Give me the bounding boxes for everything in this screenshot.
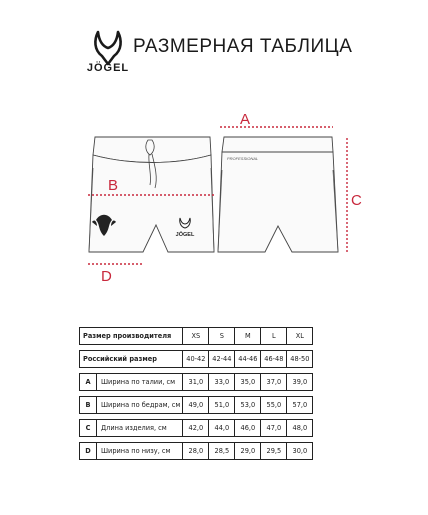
table-cell: 29,5 xyxy=(261,443,287,460)
table-cell: 37,0 xyxy=(261,374,287,391)
row-param: Длина изделия, см xyxy=(97,420,183,437)
table-cell: 53,0 xyxy=(235,397,261,414)
table-cell: 49,0 xyxy=(183,397,209,414)
row-letter: C xyxy=(80,420,97,437)
table-row xyxy=(80,420,313,437)
table-cell: 42,0 xyxy=(183,420,209,437)
table-cell: 28,5 xyxy=(209,443,235,460)
table-cell: 29,0 xyxy=(235,443,261,460)
manufacturer-size-label: Размер производителя xyxy=(80,328,183,345)
table-cell: 48,0 xyxy=(287,420,313,437)
size-table xyxy=(79,327,313,460)
row-letter: A xyxy=(80,374,97,391)
size-table-container xyxy=(79,327,313,460)
table-header-row xyxy=(80,328,313,345)
shorts-front-view xyxy=(88,137,216,285)
table-cell: 47,0 xyxy=(261,420,287,437)
table-cell: 57,0 xyxy=(287,397,313,414)
size-s: S xyxy=(209,328,235,345)
table-row xyxy=(80,374,313,391)
table-cell: 44,0 xyxy=(209,420,235,437)
row-param: Ширина по низу, см xyxy=(97,443,183,460)
svg-text:PROFESSIONAL: PROFESSIONAL xyxy=(227,156,259,161)
russian-size-row xyxy=(80,351,313,368)
table-cell: 42-44 xyxy=(209,351,235,368)
dimension-label-d: D xyxy=(101,268,112,285)
table-cell: 40-42 xyxy=(183,351,209,368)
size-m: M xyxy=(235,328,261,345)
brand-name: JÖGEL xyxy=(86,62,130,74)
table-cell: 35,0 xyxy=(235,374,261,391)
size-xs: XS xyxy=(183,328,209,345)
table-cell: 31,0 xyxy=(183,374,209,391)
russian-size-label: Российский размер xyxy=(80,351,183,368)
table-cell: 28,0 xyxy=(183,443,209,460)
size-l: L xyxy=(261,328,287,345)
table-cell: 30,0 xyxy=(287,443,313,460)
dimension-label-a: A xyxy=(240,111,251,128)
row-param: Ширина по бедрам, см xyxy=(97,397,183,414)
table-cell: 44-46 xyxy=(235,351,261,368)
row-letter: D xyxy=(80,443,97,460)
table-cell: 48-50 xyxy=(287,351,313,368)
table-cell: 33,0 xyxy=(209,374,235,391)
row-letter: B xyxy=(80,397,97,414)
table-cell: 51,0 xyxy=(209,397,235,414)
row-param: Ширина по талии, см xyxy=(97,374,183,391)
table-cell: 46,0 xyxy=(235,420,261,437)
dimension-label-c: C xyxy=(351,192,362,209)
page-title: РАЗМЕРНАЯ ТАБЛИЦА xyxy=(133,36,353,57)
size-xl: XL xyxy=(287,328,313,345)
table-row xyxy=(80,443,313,460)
table-row xyxy=(80,397,313,414)
table-cell: 55,0 xyxy=(261,397,287,414)
table-cell: 39,0 xyxy=(287,374,313,391)
shorts-back-view xyxy=(218,111,362,254)
dimension-label-b: B xyxy=(108,177,119,194)
table-cell: 46-48 xyxy=(261,351,287,368)
svg-text:JÖGEL: JÖGEL xyxy=(175,232,195,238)
